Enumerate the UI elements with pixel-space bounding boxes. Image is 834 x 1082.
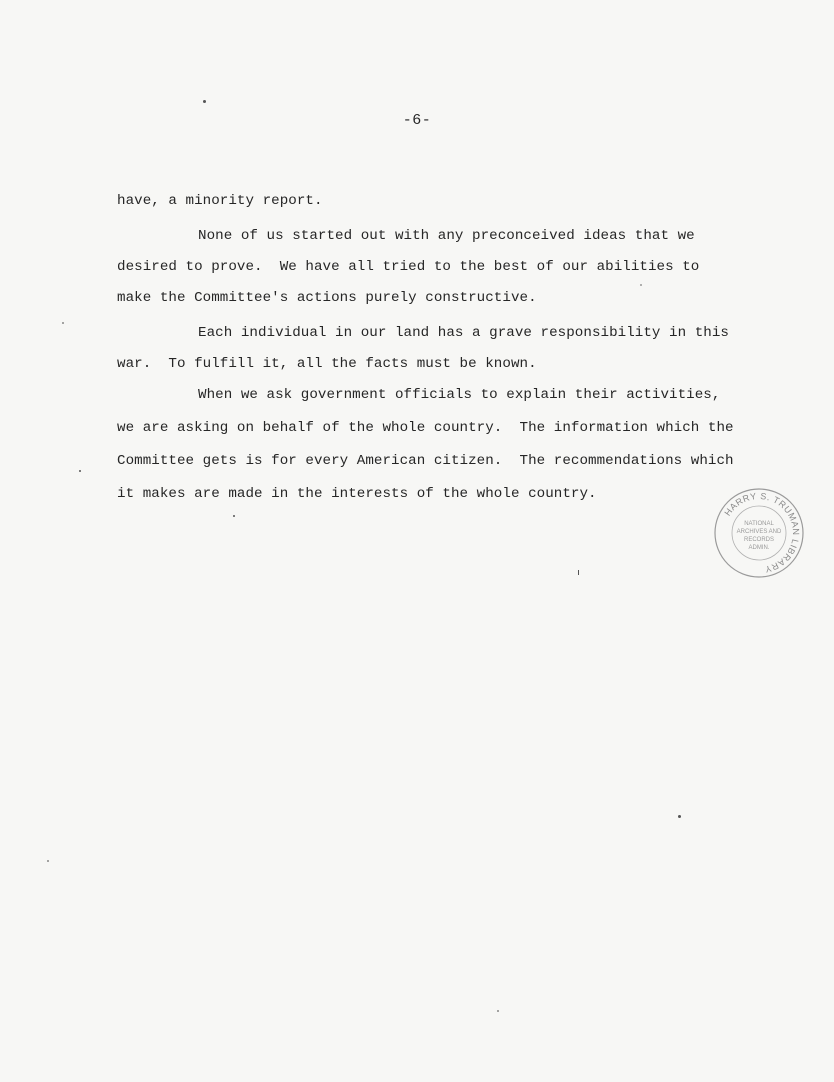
body-line-3: desired to prove. We have all tried to the best of our abilities to [117, 259, 700, 275]
paper-speck [47, 860, 49, 862]
archive-stamp [713, 487, 805, 579]
body-line-9: Committee gets is for every American citizen. The recommendations which [117, 453, 734, 469]
stamp-center-line-4: ADMIN. [748, 545, 770, 551]
body-line-10: it makes are made in the interests of the whole country. [117, 486, 597, 502]
body-line-2: None of us started out with any preconceived ideas that we [198, 228, 695, 244]
paper-speck [640, 284, 642, 286]
body-line-6: war. To fulfill it, all the facts must be known. [117, 356, 537, 372]
paper-speck [79, 470, 81, 472]
paper-speck [233, 515, 235, 517]
paper-speck [497, 1010, 499, 1012]
body-line-4: make the Committee's actions purely constructive. [117, 290, 537, 306]
body-line-7: When we ask government officials to explain their activities, [198, 387, 721, 403]
body-line-8: we are asking on behalf of the whole country. The information which the [117, 420, 734, 436]
stamp-ring-text: HARRY S. TRUMAN LIBRARY [722, 490, 802, 575]
stamp-center-line-2: ARCHIVES AND [736, 529, 782, 535]
paper-speck [678, 815, 681, 818]
page-number: -6- [402, 112, 432, 129]
paper-speck [62, 322, 64, 324]
stamp-center-line-1: NATIONAL [744, 521, 774, 527]
body-line-1: have, a minority report. [117, 193, 323, 209]
paper-speck [203, 100, 206, 103]
paper-speck [578, 570, 579, 575]
stamp-center-line-3: RECORDS [743, 537, 775, 543]
body-line-5: Each individual in our land has a grave responsibility in this [198, 325, 729, 341]
